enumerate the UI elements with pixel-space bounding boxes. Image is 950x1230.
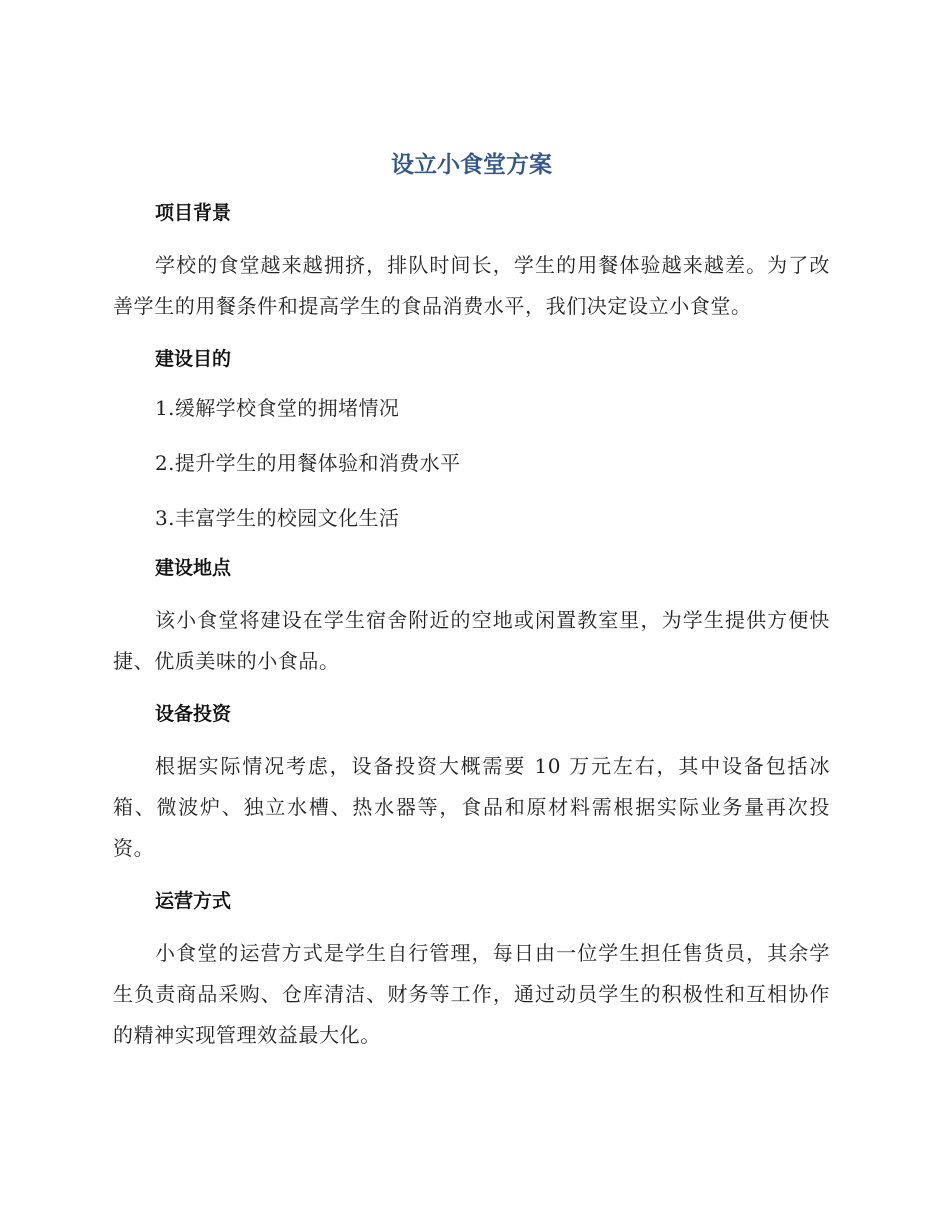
list-item-purpose-3: 3.丰富学生的校园文化生活 [155, 506, 400, 530]
section-heading-operation: 运营方式 [155, 890, 232, 912]
section-heading-location: 建设地点 [155, 557, 232, 579]
paragraph-investment: 根据实际情况考虑，设备投资大概需要 10 万元左右，其中设备包括冰箱、微波炉、独立水槽、热水器等，食品和原材料需根据实际业务量再次投资。 [113, 754, 830, 860]
section-heading-purpose: 建设目的 [155, 348, 232, 370]
document-title: 设立小食堂方案 [391, 152, 552, 178]
section-investment [113, 702, 830, 869]
section-operation [113, 889, 830, 1056]
paragraph-operation: 小食堂的运营方式是学生自行管理，每日由一位学生担任售货员，其余学生负责商品采购、仓库清洁、财务等工作，通过动员学生的积极性和互相协作的精神实现管理效益最大化。 [113, 941, 830, 1047]
section-heading-background: 项目背景 [155, 202, 232, 224]
paragraph-location: 该小食堂将建设在学生宿舍附近的空地或闲置教室里，为学生提供方便快捷、优质美味的小食品。 [113, 608, 830, 673]
paragraph-background: 学校的食堂越来越拥挤，排队时间长，学生的用餐体验越来越差。为了改善学生的用餐条件和提高学生的食品消费水平，我们决定设立小食堂。 [113, 253, 830, 318]
section-purpose [113, 347, 830, 536]
section-heading-investment: 设备投资 [155, 703, 232, 725]
section-background [113, 201, 830, 327]
section-location [113, 556, 830, 682]
list-item-purpose-2: 2.提升学生的用餐体验和消费水平 [155, 451, 461, 475]
list-item-purpose-1: 1.缓解学校食堂的拥堵情况 [155, 396, 400, 420]
